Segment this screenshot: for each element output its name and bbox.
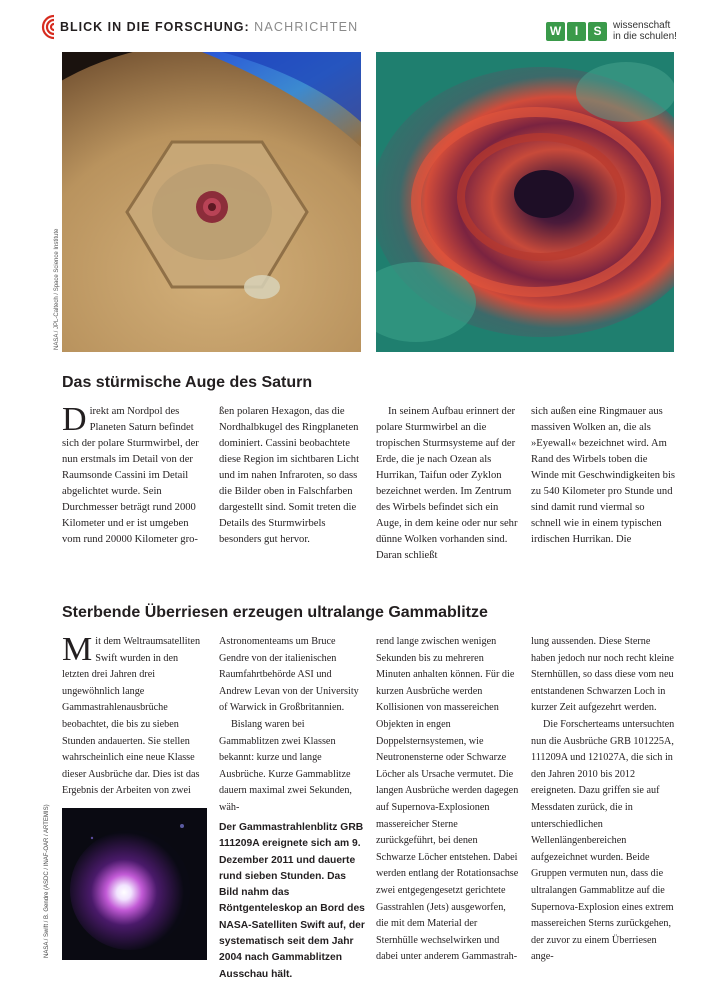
saturn-col-2 bbox=[219, 404, 364, 548]
saturn-col-4 bbox=[531, 404, 677, 548]
wis-logo bbox=[546, 22, 607, 41]
logo-letter-s: S bbox=[588, 22, 607, 41]
gamma-col-4a-text: lung aussenden. Diese Sterne haben jedoch nur noch recht kleine Sternhüllen, so dass diese vom neu entstandenen Schwarzen Loch in kurzer Zeit aufgezehrt werden. bbox=[531, 636, 674, 714]
gamma-article-title: Sterbende Überriesen erzeugen ultralange Gammablitze bbox=[62, 604, 488, 621]
gamma-col-3 bbox=[376, 634, 519, 966]
saturn-col-1-text: irekt am Nordpol des Planeten Saturn befindet sich der polare Sturmwirbel, der nun erstmals im Detail von der Raumsonde Cassini im Detail abgelichtet wurde. Sein Durchmesser beträgt rund 2000 Kilometer und er ist umgeben vom rund 20000 Kilometer gro- bbox=[62, 406, 199, 545]
gamma-col-3-text: rend lange zwischen wenigen Sekunden bis zu mehreren Minuten anhalten können. Für die kurzen Ausbrüche werden Kollisionen von massereichen Objekten in engen Doppelsternsystemen, wie Neutronensterne oder Schwarze Löcher als Ursache vermutet. Die langen Ausbrüche werden dagegen auf Supernova-Explosionen massereicher Sterne zurückgeführt, bei denen Schwarze Löcher entstehen. Dabei werden entlang der Rotationsachse zwei entgegengesetzt gerichtete Gasstrahlen (Jets) ausgeworfen, die mit dem Material der Sternhülle wechselwirken und dabei unter anderem Gammastrah- bbox=[376, 636, 519, 963]
section-sublabel: NACHRICHTEN bbox=[254, 20, 359, 34]
saturn-dropcap: D bbox=[62, 401, 87, 438]
saturn-col-3 bbox=[376, 404, 519, 564]
gamma-col-2a-text: Astronomenteams um Bruce Gendre von der italienischen Raumfahrtbehörde ASI und Andrew Levan von der University of Warwick in Großbritannien. bbox=[219, 636, 359, 714]
section-logo-icon bbox=[38, 14, 56, 40]
saturn-col-1 bbox=[62, 401, 205, 548]
logo-letter-w: W bbox=[546, 22, 565, 41]
logo-tagline-line1: wissenschaft bbox=[613, 20, 671, 31]
gamma-col-2b-text: Bislang waren bei Gammablitzen zwei Klassen bekannt: kurze und lange Ausbrüche. Kurze Gammablitze dauern maximal zwei Sekunden, wäh- bbox=[219, 718, 352, 813]
saturn-col-3-text: In seinem Aufbau erinnert der polare Sturmwirbel an die tropischen Sturmsysteme auf der Erde, die je nach Ozean als Hurrikan, Taifun oder Zyklon bezeichnet werden. Im Zentrum des Wirbels befindet sich ein Auge, in dem keine oder nur sehr dünne Wolken vorhanden sind. Daran schließt bbox=[376, 406, 518, 561]
saturn-storm-image bbox=[376, 52, 674, 352]
saturn-hexagon-image bbox=[62, 52, 361, 352]
gamma-col-1 bbox=[62, 631, 206, 800]
section-header bbox=[60, 20, 358, 34]
gamma-col-2 bbox=[219, 634, 364, 817]
grb-caption: Der Gammastrahlenblitz GRB 111209A ereignete sich am 9. Dezember 2011 und dauerte rund sieben Stunden. Das Bild nahm das Röntgenteleskop an Bord des NASA-Satelliten Swift auf, der systematisch seit dem Jahr 2004 nach Gammablitzen Ausschau hält. bbox=[219, 822, 365, 980]
saturn-col-4-text: sich außen eine Ringmauer aus massiven Wolken an, die als »Eyewall« bezeichnet wird. Am Rand des Wirbels toben die Winde mit Geschwindigkeiten bis zu 540 Kilometer pro Stunde und sind damit rund viermal so schnell wie in einem typischen irdischen Hurrikan. Die bbox=[531, 406, 676, 545]
gamma-col-4 bbox=[531, 634, 677, 966]
gamma-col-4b-text: Die Forscherteams untersuchten nun die Ausbrüche GRB 101225A, 111209A und 121027A, die sich in den Jahren 2010 bis 2012 ereigneten. Dazu griffen sie auf Messdaten zurück, die in unterschiedlichen Wellenlängenbereichen aufgezeichnet wurden. Beide Gruppen vermuten nun, dass die ultralangen Gammablitze auf die Supernova-Explosion eines extrem massereichen Sterns zurückgehen, der zuvor zu einem Überriesen ange- bbox=[531, 718, 675, 963]
logo-tagline bbox=[613, 20, 677, 42]
grb-xray-image bbox=[62, 808, 207, 960]
logo-tagline-line2: in die schulen! bbox=[613, 31, 677, 42]
gamma-col-1-text: it dem Weltraumsatelliten Swift wurden in den letzten drei Jahren drei ungewöhnlich lange Gammastrahlenausbrüche beobachtet, die bis zu sieben Stunden andauerten. Sie stellen wahrscheinlich eine neue Klasse dieser Ausbrüche dar. Dies ist das Ergebnis der Arbeiten von zwei bbox=[62, 636, 201, 797]
saturn-article-title: Das stürmische Auge des Saturn bbox=[62, 374, 313, 391]
logo-letter-i: I bbox=[567, 22, 586, 41]
gamma-dropcap: M bbox=[62, 631, 93, 668]
saturn-col-2-text: ßen polaren Hexagon, das die Nordhalbkugel des Ringplaneten dominiert. Cassini beobachtete diese Region im sichtbaren Licht und im nahen Infraroten, so dass die Bilder oben in Falschfarben dargestellt sind. Somit treten die Details des Sturmwirbels besonders gut hervor. bbox=[219, 406, 360, 545]
section-label: BLICK IN DIE FORSCHUNG: bbox=[60, 20, 250, 34]
grb-image-credit: NASA / Swift / B. Gendre (ASDC / INAF-OAR / ARTEMIS) bbox=[44, 804, 50, 958]
saturn-image-credit: NASA / JPL-Caltech / Space Science Institute bbox=[54, 228, 60, 350]
